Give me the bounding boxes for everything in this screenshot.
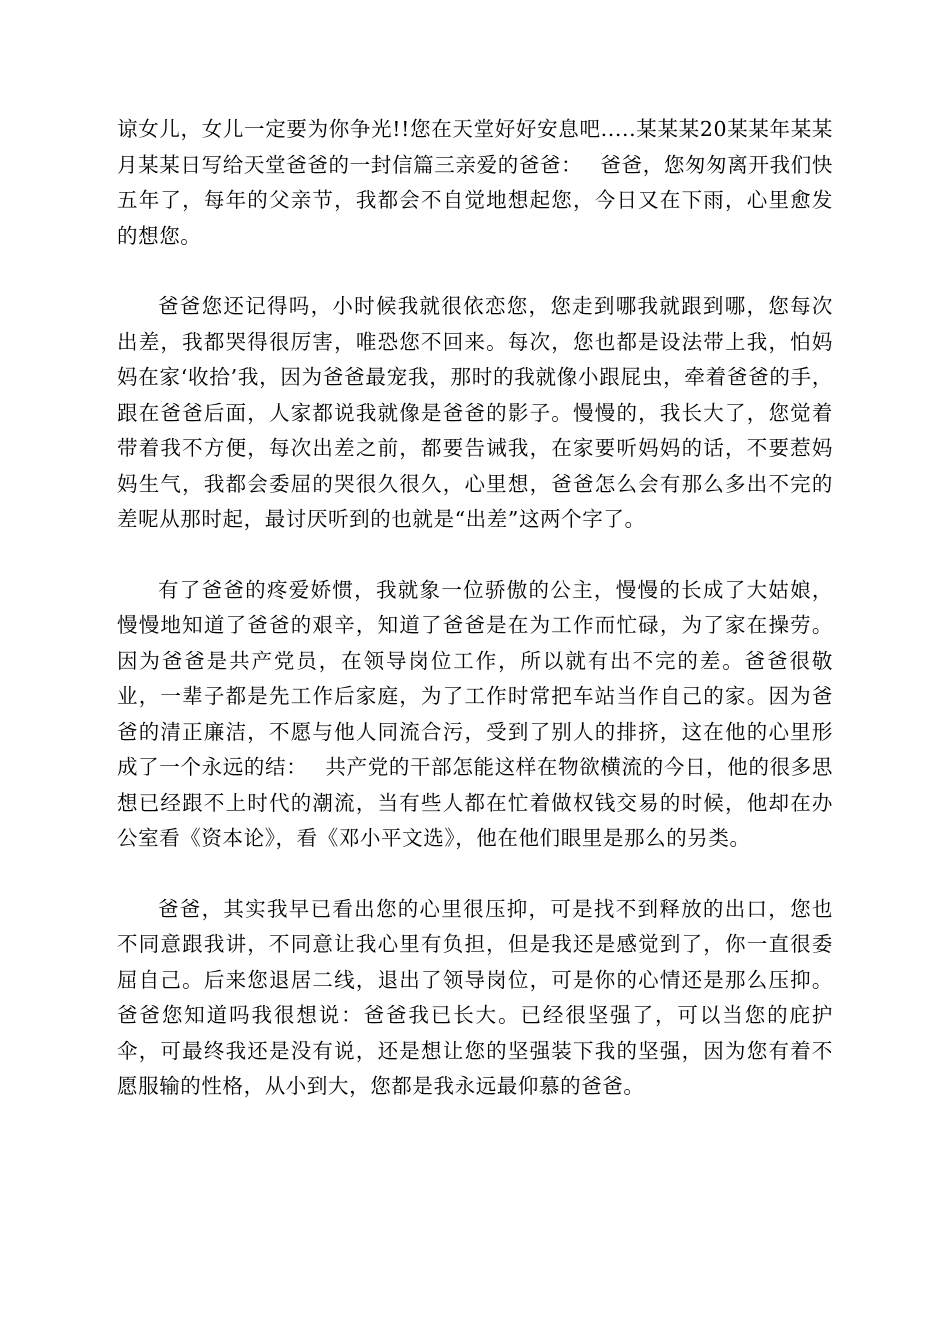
paragraph-3: 有了爸爸的疼爱娇惯，我就象一位骄傲的公主，慢慢的长成了大姑娘，慢慢地知道了爸爸的艰辛，知道了爸爸是在为工作而忙碌，为了家在操劳。因为爸爸是共产党员，在领导岗位工作，所以就有出不完的差。爸爸很敬业，一辈子都是先工作后家庭，为了工作时常把车站当作自己的家。因为爸爸的清正廉洁，不愿与他人同流合污，受到了别人的排挤，这在他的心里形成了一个永远的结： 共产党的干部怎能这样在物欲横流的今日，他的很多思想已经跟不上时代的潮流，当有些人都在忙着做权钱交易的时候，他却在办公室看《资本论》，看《邓小平文选》，他在他们眼里是那么的另类。 — [117, 577, 833, 850]
paragraph-1: 谅女儿，女儿一定要为你争光!!您在天堂好好安息吧.....某某某20某某年某某月某某日写给天堂爸爸的一封信篇三亲爱的爸爸： 爸爸，您匆匆离开我们快五年了，每年的父亲节，我都会不自觉地想起您，今日又在下雨，心里愈发的想您。 — [117, 117, 833, 248]
paragraph-2: 爸爸您还记得吗，小时候我就很依恋您，您走到哪我就跟到哪，您每次出差，我都哭得很厉害，唯恐您不回来。每次，您也都是设法带上我，怕妈妈在家‘收拾’我，因为爸爸最宠我，那时的我就像小跟屁虫，牵着爸爸的手，跟在爸爸后面，人家都说我就像是爸爸的影子。慢慢的，我长大了，您觉着带着我不方便，每次出差之前，都要告诫我，在家要听妈妈的话，不要惹妈妈生气，我都会委屈的哭很久很久，心里想，爸爸怎么会有那么多出不完的差呢从那时起，最讨厌听到的也就是“出差”这两个字了。 — [117, 294, 833, 531]
letter-body — [117, 112, 833, 1140]
paragraph-4: 爸爸，其实我早已看出您的心里很压抑，可是找不到释放的出口，您也不同意跟我讲，不同意让我心里有负担，但是我还是感觉到了，你一直很委屈自己。后来您退居二线，退出了领导岗位，可是你的心情还是那么压抑。爸爸您知道吗我很想说：爸爸我已长大。已经很坚强了，可以当您的庇护伞，可最终我还是没有说，还是想让您的坚强装下我的坚强，因为您有着不愿服输的性格，从小到大，您都是我永远最仰慕的爸爸。 — [117, 896, 833, 1098]
